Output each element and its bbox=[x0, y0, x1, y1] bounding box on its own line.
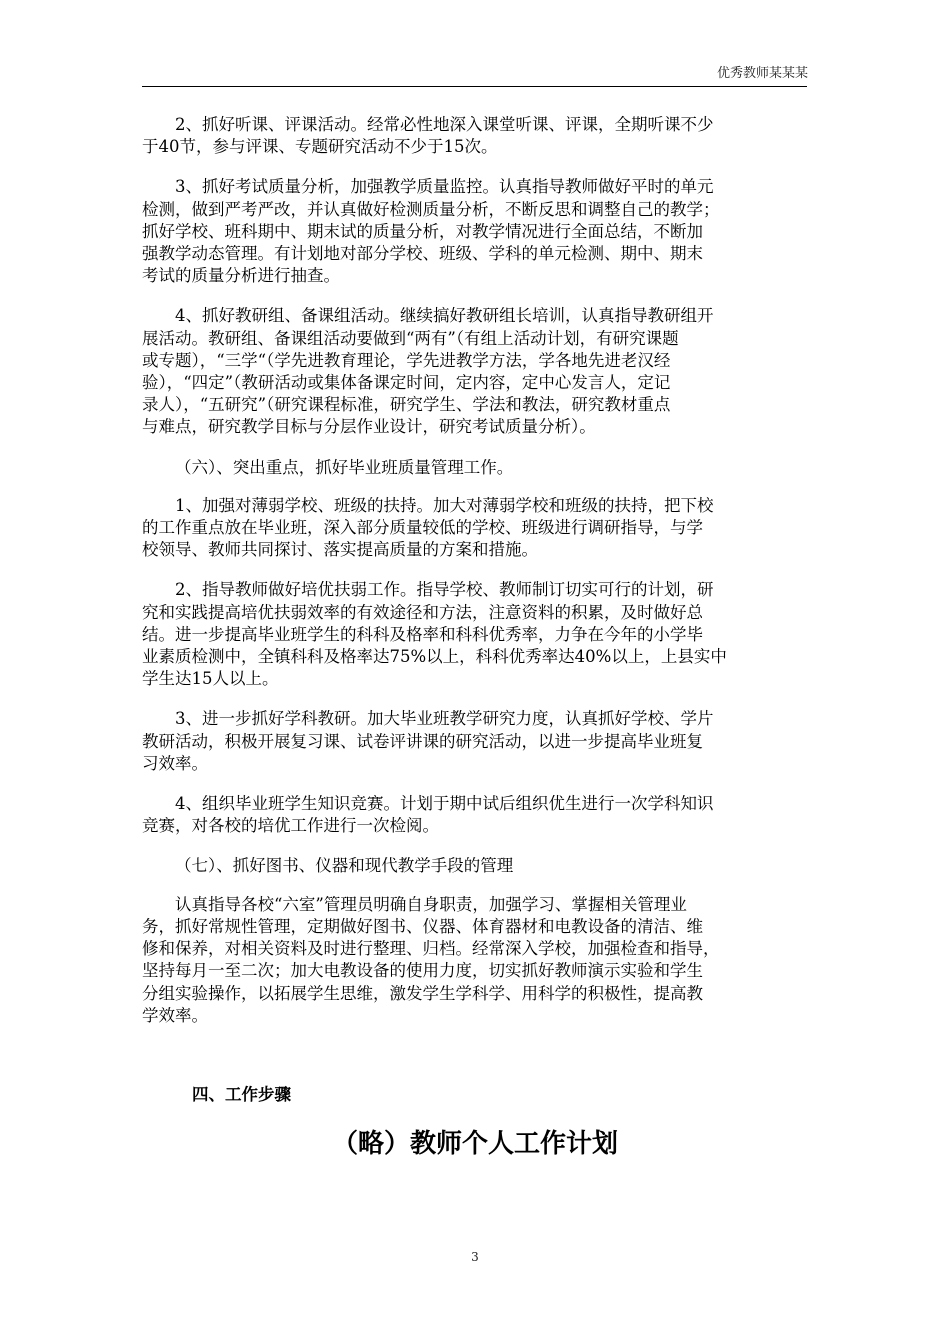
paragraph-exam-analysis: 3、抓好考试质量分析，加强教学质量监控。认真指导教师做好平时的单元 检测，做到严考严改，并认真做好检测质量分析，不断反思和调整自己的教学； 抓好学校、班科期中、期末试的质量分析，对教学情况进行全面总结，不断加 强教学动态管理。有计划地对部分学校、班级、学科的单元检测、期中、期末 考试的质量分析进行抽查。 bbox=[142, 177, 720, 286]
document-body bbox=[142, 114, 807, 1045]
paragraph-six-rooms: 认真指导各校“六室”管理员明确自身职责，加强学习、掌握相关管理业 务，抓好常规性管理，定期做好图书、仪器、体育器材和电教设备的清洁、维 修和保养，对相关资料及时进行整理、归档。经常深入学校，加强检查和指导， 坚持每月一至二次；加大电教设备的使用力度，切实抓好教师演示实验和学生 分组实验操作，以拓展学生思维，激发学生学科学、用科学的积极性，提高教 学效率。 bbox=[142, 894, 720, 1025]
header-author: 优秀教师某某某 bbox=[716, 66, 808, 81]
header-rule bbox=[142, 86, 807, 87]
page-number: 3 bbox=[471, 1250, 479, 1264]
paragraph-research-groups: 4、抓好教研组、备课组活动。继续搞好教研组长培训，认真指导教研组开 展活动。教研组、备课组活动要做到“两有”（有组上活动计划，有研究课题 或专题），“三学“（学先进教育理论，学先进教学方法，学各地先进老汉经 验），“四定”（教研活动或集体备课定时间，定内容，定中心发言人，定记 录人），“五研究”（研究课程标准，研究学生、学法和教法，研究教材重点 与难点，研究教学目标与分层作业设计，研究考试质量分析）。 bbox=[142, 306, 714, 437]
step-heading: 四、工作步骤 bbox=[192, 1085, 291, 1104]
document-title: （略）教师个人工作计划 bbox=[331, 1129, 618, 1159]
section-heading-7: （七）、抓好图书、仪器和现代教学手段的管理 bbox=[175, 856, 514, 876]
section-heading-6: （六）、突出重点，抓好毕业班质量管理工作。 bbox=[175, 457, 514, 477]
paragraph-weak-schools: 1、加强对薄弱学校、班级的扶持。加大对薄弱学校和班级的扶持，把下校 的工作重点放在毕业班，深入部分质量较低的学校、班级进行调研指导，与学 校领导、教师共同探讨、落实提高质量的方案和措施。 bbox=[142, 495, 714, 560]
paragraph-top-students: 2、指导教师做好培优扶弱工作。指导学校、教师制订切实可行的计划，研 究和实践提高培优扶弱效率的有效途径和方法，注意资料的积累，及时做好总 结。进一步提高毕业班学生的科科及格率和科科优秀率，力争在今年的小学毕 业素质检测中，全镇科科及格率达75%以上，科科优秀率达40%以上，上县实中 学生达15人以上。 bbox=[142, 580, 727, 689]
paragraph-subject-research: 3、进一步抓好学科教研。加大毕业班教学研究力度，认真抓好学校、学片 教研活动，积极开展复习课、试卷评讲课的研究活动，以进一步提高毕业班复 习效率。 bbox=[142, 709, 714, 773]
paragraph-knowledge-contest: 4、组织毕业班学生知识竞赛。计划于期中试后组织优生进行一次学科知识 竞赛，对各校的培优工作进行一次检阅。 bbox=[142, 794, 714, 836]
paragraph-listen-evaluate: 2、抓好听课、评课活动。经常必性地深入课堂听课、评课，全期听课不少 于40节，参与评课、专题研究活动不少于15次。 bbox=[142, 115, 714, 157]
